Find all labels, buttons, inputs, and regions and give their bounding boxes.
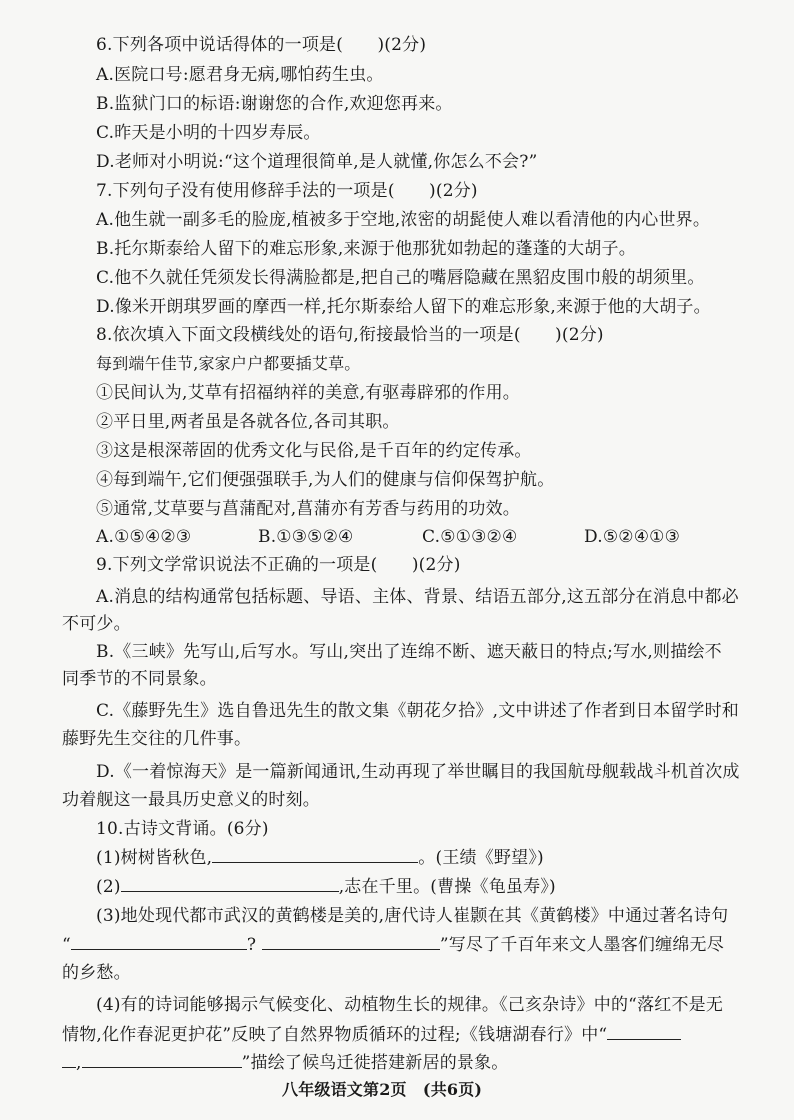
q8-option-b: B.①③⑤②④ — [258, 527, 354, 547]
q10-item-3-line2 — [62, 933, 724, 956]
q10-item-4-blank-2[interactable] — [82, 1051, 242, 1068]
page-footer: 八年级语文第2页 (共6页) — [282, 1080, 483, 1099]
q10-item-3-line3: 的乡愁。 — [62, 963, 131, 983]
q9-option-c-line1: C.《藤野先生》选自鲁迅先生的散文集《朝花夕拾》,文中讲述了作者到日本留学时和 — [96, 701, 740, 721]
q10-item-4-text: 情物,化作春泥更护花”反映了自然界物质循环的过程;《钱塘湖春行》中“ — [62, 1025, 608, 1045]
q10-item-3-blank-2[interactable] — [262, 933, 440, 950]
q6-stem: 6.下列各项中说话得体的一项是( )(2分) — [96, 35, 427, 55]
q10-item-1-prompt: (1)树树皆秋色, — [96, 848, 213, 868]
q9-option-a-line2: 不可少。 — [62, 614, 131, 634]
q8-option-a: A.①⑤④②③ — [96, 527, 192, 547]
q6-option-d: D.老师对小明说:“这个道理很简单,是人就懂,你怎么不会?” — [96, 152, 538, 172]
q8-sentence-5: ⑤通常,艾草要与菖蒲配对,菖蒲亦有芳香与药用的功效。 — [96, 499, 521, 519]
q10-item-3-blank-1[interactable] — [71, 933, 247, 950]
q10-item-3-question-mark: ? — [246, 935, 257, 955]
q9-option-b-line1: B.《三峡》先写山,后写水。写山,突出了连绵不断、遮天蔽日的特点;写水,则描绘不 — [96, 642, 722, 662]
q10-item-4-close-text: ”描绘了候鸟迁徙搭建新居的景象。 — [241, 1053, 509, 1073]
q9-option-d-line1: D.《一着惊海天》是一篇新闻通讯,生动再现了举世瞩目的我国航母舰载战斗机首次成 — [96, 762, 740, 782]
q7-option-b: B.托尔斯泰给人留下的难忘形象,来源于他那犹如勃起的蓬蓬的大胡子。 — [96, 239, 636, 259]
q7-option-c: C.他不久就任凭须发长得满脸都是,把自己的嘴唇隐藏在黑貂皮围巾般的胡须里。 — [96, 268, 705, 288]
q9-option-c-line2: 藤野先生交往的几件事。 — [62, 729, 252, 749]
q10-item-2-source: ,志在千里。(曹操《龟虽寿》) — [338, 877, 556, 897]
q10-stem: 10.古诗文背诵。(6分) — [96, 819, 269, 839]
q10-item-4-comma: , — [76, 1053, 82, 1073]
q8-option-c: C.⑤①③②④ — [422, 527, 518, 547]
q8-sentence-2: ②平日里,两者虽是各就各位,各司其职。 — [96, 412, 400, 432]
q10-item-4-line3 — [62, 1051, 509, 1074]
q7-option-a: A.他生就一副多毛的脸庞,植被多于空地,浓密的胡髭使人难以看清他的内心世界。 — [96, 210, 711, 230]
q10-item-1 — [96, 846, 544, 869]
q10-item-3-open-quote: “ — [62, 935, 71, 955]
q10-item-2-blank[interactable] — [121, 875, 339, 892]
q10-item-4-line2 — [62, 1023, 681, 1046]
q8-option-d: D.⑤②④①③ — [584, 527, 681, 547]
q9-option-b-line2: 同季节的不同景象。 — [62, 669, 217, 689]
q10-item-4-blank-1a[interactable] — [607, 1023, 681, 1040]
q10-item-4-blank-1b[interactable] — [62, 1051, 76, 1068]
q8-intro: 每到端午佳节,家家户户都要插艾草。 — [96, 354, 361, 373]
q10-item-2 — [96, 875, 556, 898]
q6-option-a: A.医院口号:愿君身无病,哪怕药生虫。 — [96, 65, 384, 85]
q9-stem: 9.下列文学常识说法不正确的一项是( )(2分) — [96, 555, 461, 575]
q8-stem: 8.依次填入下面文段横线处的语句,衔接最恰当的一项是( )(2分) — [96, 325, 604, 345]
q10-item-1-source: 。(王绩《野望》) — [418, 848, 544, 868]
q8-sentence-4: ④每到端午,它们便强强联手,为人们的健康与信仰保驾护航。 — [96, 470, 555, 490]
q8-sentence-3: ③这是根深蒂固的优秀文化与民俗,是千百年的约定传承。 — [96, 441, 532, 461]
q10-item-2-number: (2) — [96, 877, 121, 897]
q10-item-3-close-text: ”写尽了千百年来文人墨客们缠绵无尽 — [439, 935, 724, 955]
q9-option-d-line2: 功着舰这一最具历史意义的时刻。 — [62, 790, 320, 810]
q10-item-4-line1: (4)有的诗词能够揭示气候变化、动植物生长的规律。《己亥杂诗》中的“落红不是无 — [96, 995, 724, 1015]
q9-option-a-line1: A.消息的结构通常包括标题、导语、主体、背景、结语五部分,这五部分在消息中都必 — [96, 587, 739, 607]
q6-option-c: C.昨天是小明的十四岁寿辰。 — [96, 123, 321, 143]
q7-option-d: D.像米开朗琪罗画的摩西一样,托尔斯泰给人留下的难忘形象,来源于他的大胡子。 — [96, 297, 711, 317]
q7-stem: 7.下列句子没有使用修辞手法的一项是( )(2分) — [96, 181, 478, 201]
q8-sentence-1: ①民间认为,艾草有招福纳祥的美意,有驱毒辟邪的作用。 — [96, 383, 521, 403]
q6-option-b: B.监狱门口的标语:谢谢您的合作,欢迎您再来。 — [96, 94, 453, 114]
q10-item-3-line1: (3)地处现代都市武汉的黄鹤楼是美的,唐代诗人崔颢在其《黄鹤楼》中通过著名诗句 — [96, 906, 729, 926]
q10-item-1-blank[interactable] — [212, 846, 418, 863]
